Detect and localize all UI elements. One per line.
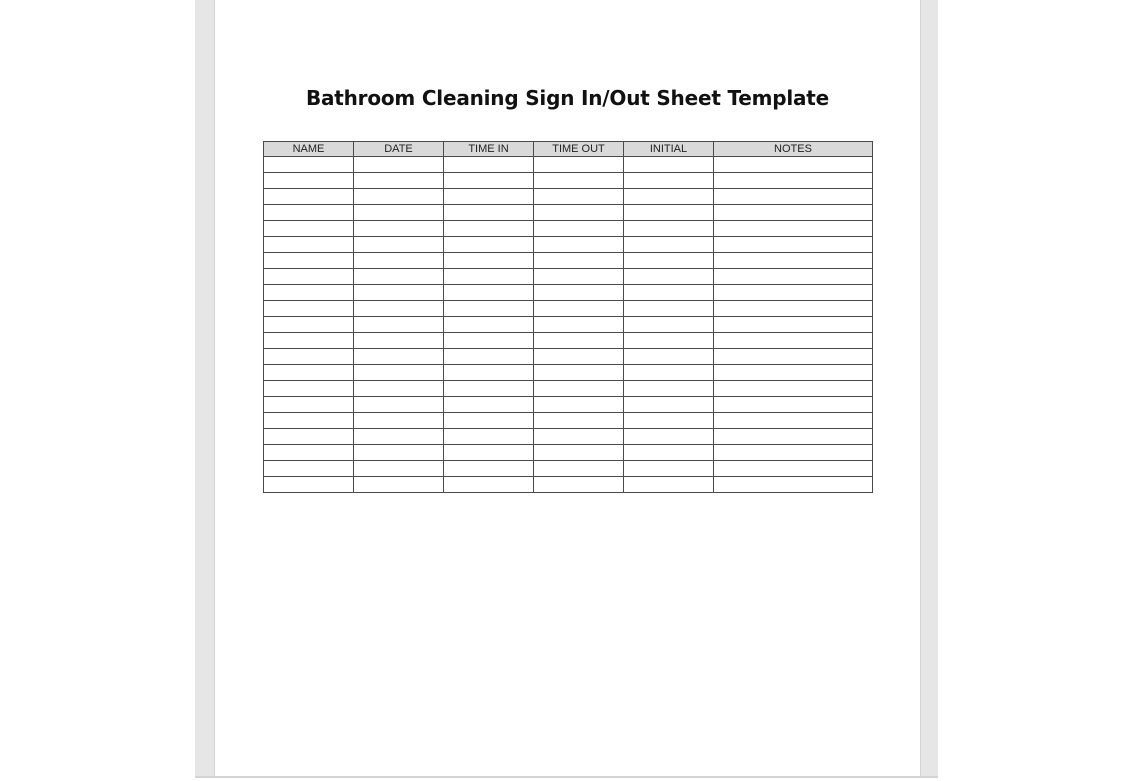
table-cell[interactable] — [354, 189, 444, 205]
sign-in-out-table — [263, 141, 873, 493]
table-cell[interactable] — [714, 285, 873, 301]
table-cell[interactable] — [534, 381, 624, 397]
table-row — [264, 397, 873, 413]
table-cell[interactable] — [714, 317, 873, 333]
table-cell[interactable] — [264, 173, 354, 189]
table-cell[interactable] — [444, 461, 534, 477]
table-cell[interactable] — [354, 365, 444, 381]
table-cell[interactable] — [444, 397, 534, 413]
table-cell[interactable] — [264, 301, 354, 317]
table-cell[interactable] — [444, 237, 534, 253]
table-cell[interactable] — [444, 317, 534, 333]
table-cell[interactable] — [714, 221, 873, 237]
table-cell[interactable] — [534, 301, 624, 317]
table-row — [264, 237, 873, 253]
table-row — [264, 333, 873, 349]
table-row — [264, 221, 873, 237]
table-row — [264, 349, 873, 365]
table-cell[interactable] — [264, 221, 354, 237]
table-row — [264, 461, 873, 477]
table-cell[interactable] — [624, 157, 714, 173]
column-header-time-out: TIME OUT — [534, 142, 624, 157]
table-cell[interactable] — [354, 221, 444, 237]
table-cell[interactable] — [354, 301, 444, 317]
table-cell[interactable] — [714, 365, 873, 381]
table-cell[interactable] — [534, 269, 624, 285]
table-cell[interactable] — [444, 157, 534, 173]
table-cell[interactable] — [444, 221, 534, 237]
table-cell[interactable] — [444, 477, 534, 493]
table-cell[interactable] — [534, 253, 624, 269]
table-cell[interactable] — [264, 237, 354, 253]
table-cell[interactable] — [264, 477, 354, 493]
table-cell[interactable] — [624, 397, 714, 413]
table-cell[interactable] — [354, 461, 444, 477]
table-cell[interactable] — [354, 397, 444, 413]
table-cell[interactable] — [354, 269, 444, 285]
table-cell[interactable] — [714, 253, 873, 269]
table-cell[interactable] — [354, 477, 444, 493]
column-header-time-in: TIME IN — [444, 142, 534, 157]
table-cell[interactable] — [444, 301, 534, 317]
table-cell[interactable] — [354, 429, 444, 445]
table-cell[interactable] — [534, 413, 624, 429]
table-cell[interactable] — [264, 269, 354, 285]
table-cell[interactable] — [264, 205, 354, 221]
table-cell[interactable] — [264, 333, 354, 349]
table-cell[interactable] — [714, 381, 873, 397]
table-cell[interactable] — [264, 413, 354, 429]
table-cell[interactable] — [714, 157, 873, 173]
table-row — [264, 477, 873, 493]
table-cell[interactable] — [534, 461, 624, 477]
table-cell[interactable] — [444, 205, 534, 221]
table-row — [264, 205, 873, 221]
table-cell[interactable] — [354, 413, 444, 429]
table-cell[interactable] — [264, 157, 354, 173]
table-cell[interactable] — [714, 173, 873, 189]
table-cell[interactable] — [534, 365, 624, 381]
table-cell[interactable] — [624, 253, 714, 269]
table-cell[interactable] — [444, 269, 534, 285]
table-cell[interactable] — [534, 173, 624, 189]
column-header-date: DATE — [354, 142, 444, 157]
table-cell[interactable] — [354, 157, 444, 173]
table-cell[interactable] — [444, 445, 534, 461]
table-cell[interactable] — [624, 381, 714, 397]
table-cell[interactable] — [534, 349, 624, 365]
table-row — [264, 365, 873, 381]
document-title: Bathroom Cleaning Sign In/Out Sheet Template — [305, 86, 830, 110]
table-cell[interactable] — [714, 445, 873, 461]
table-cell[interactable] — [534, 285, 624, 301]
table-cell[interactable] — [534, 317, 624, 333]
column-header-initial: INITIAL — [624, 142, 714, 157]
page-bottom-edge — [195, 776, 938, 778]
table-header-row — [264, 142, 873, 157]
table-cell[interactable] — [714, 205, 873, 221]
table-cell[interactable] — [444, 285, 534, 301]
table-cell[interactable] — [624, 333, 714, 349]
table-cell[interactable] — [714, 189, 873, 205]
table-cell[interactable] — [354, 237, 444, 253]
table-row — [264, 189, 873, 205]
table-row — [264, 429, 873, 445]
table-cell[interactable] — [444, 173, 534, 189]
table-row — [264, 445, 873, 461]
table-cell[interactable] — [624, 413, 714, 429]
table-cell[interactable] — [534, 157, 624, 173]
column-header-notes: NOTES — [714, 142, 873, 157]
table-cell[interactable] — [624, 445, 714, 461]
table-cell[interactable] — [354, 381, 444, 397]
table-cell[interactable] — [444, 189, 534, 205]
table-cell[interactable] — [624, 189, 714, 205]
table-cell[interactable] — [624, 477, 714, 493]
table-cell[interactable] — [534, 333, 624, 349]
table-cell[interactable] — [264, 429, 354, 445]
table-cell[interactable] — [354, 173, 444, 189]
table-cell[interactable] — [354, 349, 444, 365]
table-cell[interactable] — [624, 237, 714, 253]
table-cell[interactable] — [624, 365, 714, 381]
table-row — [264, 413, 873, 429]
table-cell[interactable] — [444, 429, 534, 445]
table-cell[interactable] — [624, 317, 714, 333]
table-row — [264, 317, 873, 333]
table-row — [264, 157, 873, 173]
table-cell[interactable] — [714, 237, 873, 253]
table-cell[interactable] — [534, 205, 624, 221]
table-cell[interactable] — [624, 461, 714, 477]
table-cell[interactable] — [624, 221, 714, 237]
table-cell[interactable] — [534, 445, 624, 461]
table-cell[interactable] — [354, 333, 444, 349]
table-row — [264, 269, 873, 285]
table-cell[interactable] — [444, 381, 534, 397]
table-cell[interactable] — [264, 349, 354, 365]
table-row — [264, 253, 873, 269]
table-cell[interactable] — [714, 429, 873, 445]
table-cell[interactable] — [444, 253, 534, 269]
table-cell[interactable] — [714, 301, 873, 317]
table-cell[interactable] — [444, 333, 534, 349]
table-cell[interactable] — [264, 365, 354, 381]
table-cell[interactable] — [264, 253, 354, 269]
page-left-margin — [195, 0, 215, 778]
table-row — [264, 173, 873, 189]
table-cell[interactable] — [354, 205, 444, 221]
table-cell[interactable] — [264, 461, 354, 477]
table-body — [264, 157, 873, 493]
page-right-margin — [920, 0, 938, 778]
table-cell[interactable] — [714, 333, 873, 349]
table-cell[interactable] — [624, 285, 714, 301]
table-cell[interactable] — [354, 253, 444, 269]
table-cell[interactable] — [354, 445, 444, 461]
table-cell[interactable] — [714, 349, 873, 365]
table-cell[interactable] — [534, 477, 624, 493]
table-cell[interactable] — [444, 413, 534, 429]
table-cell[interactable] — [354, 285, 444, 301]
table-cell[interactable] — [264, 189, 354, 205]
table-row — [264, 381, 873, 397]
table-row — [264, 301, 873, 317]
table-cell[interactable] — [714, 269, 873, 285]
table-cell[interactable] — [624, 173, 714, 189]
column-header-name: NAME — [264, 142, 354, 157]
table-cell[interactable] — [444, 349, 534, 365]
table-cell[interactable] — [534, 397, 624, 413]
table-cell[interactable] — [714, 397, 873, 413]
table-cell[interactable] — [714, 477, 873, 493]
table-cell[interactable] — [264, 285, 354, 301]
table-cell[interactable] — [624, 301, 714, 317]
table-row — [264, 285, 873, 301]
table-cell[interactable] — [264, 397, 354, 413]
table-cell[interactable] — [714, 461, 873, 477]
table-cell[interactable] — [624, 429, 714, 445]
table-cell[interactable] — [624, 269, 714, 285]
table-cell[interactable] — [534, 189, 624, 205]
table-cell[interactable] — [264, 381, 354, 397]
table-cell[interactable] — [264, 317, 354, 333]
table-cell[interactable] — [624, 349, 714, 365]
table-cell[interactable] — [534, 221, 624, 237]
table-cell[interactable] — [444, 365, 534, 381]
table-cell[interactable] — [534, 237, 624, 253]
table-cell[interactable] — [264, 445, 354, 461]
table-cell[interactable] — [624, 205, 714, 221]
table-cell[interactable] — [354, 317, 444, 333]
table-cell[interactable] — [534, 429, 624, 445]
table-cell[interactable] — [714, 413, 873, 429]
document-page — [215, 0, 920, 776]
